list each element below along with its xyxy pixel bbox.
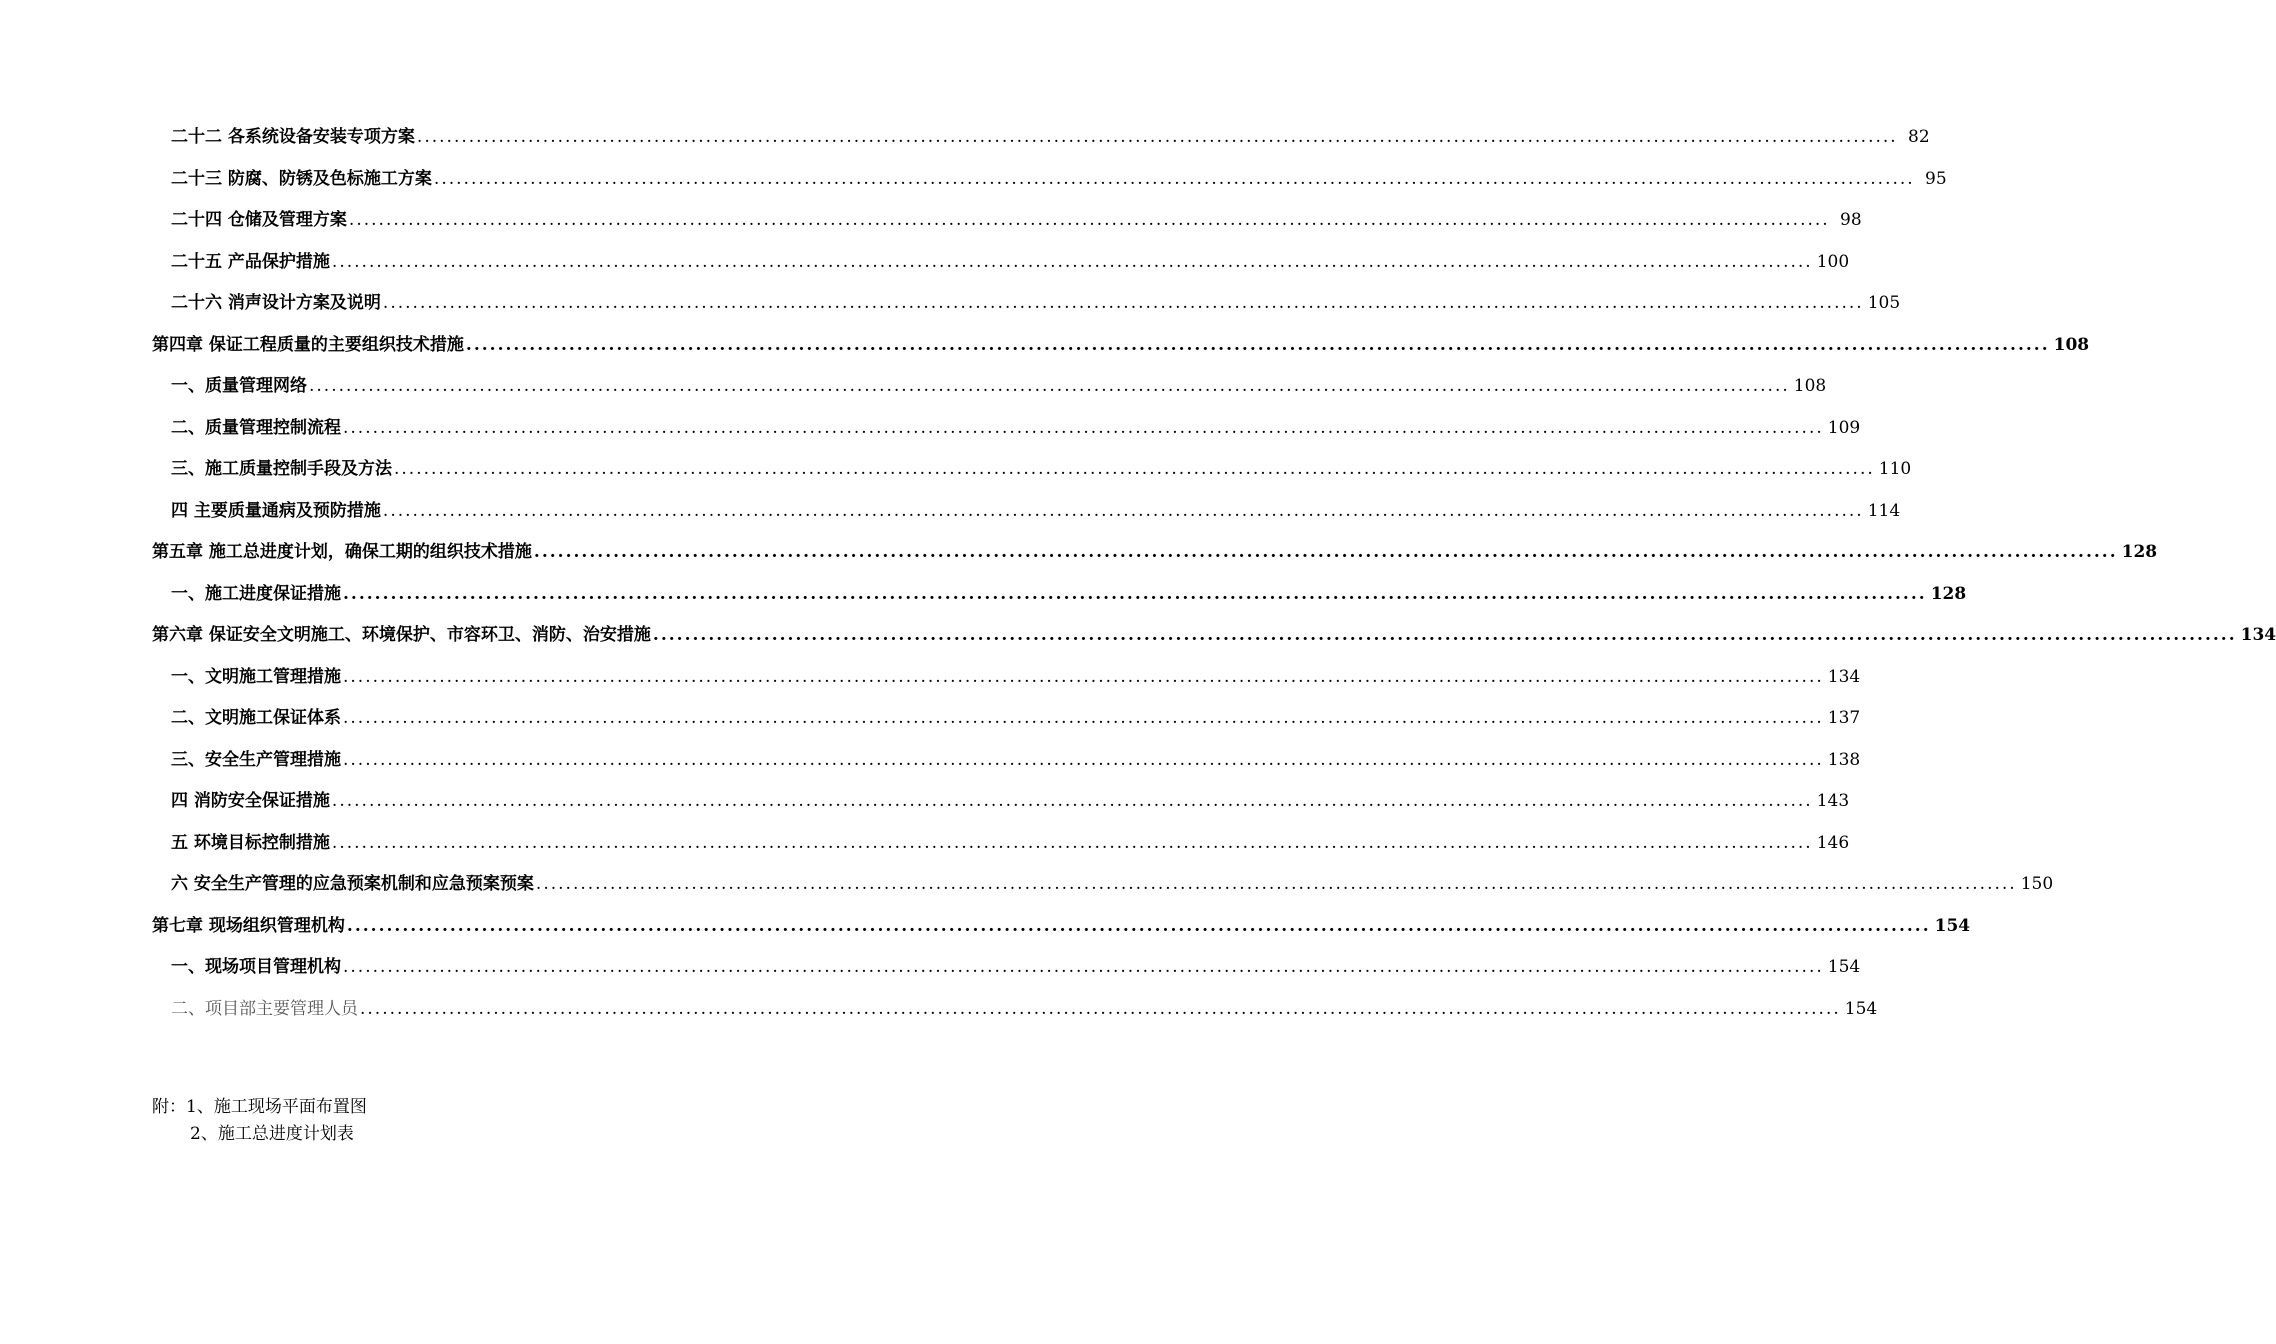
toc-entry-label: 第五章 施工总进度计划，确保工期的组织技术措施 — [152, 542, 532, 562]
toc-leader-dots: ........................................................................................................................................................................................................ — [343, 708, 1824, 728]
appendix — [152, 1094, 367, 1148]
toc-leader-dots: ........................................................................................................................................................................................................ — [309, 376, 1790, 396]
toc-leader-dots: ........................................................................................................................................................................................................ — [331, 791, 1813, 811]
toc-entry-page-number: 114 — [1867, 500, 1901, 521]
toc-entry-page-number: 110 — [1878, 459, 1912, 479]
toc-entry[interactable] — [152, 117, 1930, 159]
toc-entry-page-number: 137 — [1827, 708, 1861, 728]
toc-entry-page-number: 82 — [1908, 127, 1930, 147]
toc-entry[interactable] — [152, 615, 2276, 657]
toc-entry[interactable] — [152, 781, 1850, 823]
toc-leader-dots: ........................................................................................................................................................................................................ — [382, 500, 1864, 521]
toc-entry-page-number: 108 — [1793, 376, 1827, 396]
toc-entry-page-number: 134 — [1827, 666, 1861, 687]
toc-leader-dots: ........................................................................................................................................................................................................ — [433, 168, 1915, 189]
toc-leader-dots: ........................................................................................................................................................................................................ — [465, 334, 2050, 355]
toc-leader-dots: ........................................................................................................................................................................................................ — [382, 293, 1864, 313]
toc-leader-dots: ........................................................................................................................................................................................................ — [331, 251, 1813, 272]
toc-entry-page-number: 105 — [1867, 293, 1901, 313]
toc-entry-label: 第四章 保证工程质量的主要组织技术措施 — [152, 334, 464, 355]
toc-entry[interactable] — [152, 408, 1861, 450]
toc-entry-label: 第六章 保证安全文明施工、环境保护、市容环卫、消防、治安措施 — [152, 625, 651, 645]
toc-entry-label: 一、施工进度保证措施 — [171, 583, 341, 604]
appendix-line-2: 2、施工总进度计划表 — [190, 1124, 354, 1144]
toc-entry-page-number: 146 — [1816, 832, 1850, 853]
toc-leader-dots: ........................................................................................................................................................................................................ — [348, 210, 1830, 230]
toc-entry[interactable] — [152, 740, 1861, 782]
toc-entry-page-number: 95 — [1925, 168, 1947, 189]
toc-entry-page-number: 109 — [1827, 417, 1861, 438]
toc-entry[interactable] — [152, 864, 2054, 906]
toc-entry-page-number: 100 — [1816, 251, 1850, 272]
toc-entry[interactable] — [152, 906, 1971, 948]
toc-leader-dots: ........................................................................................................................................................................................................ — [331, 832, 1813, 853]
toc-leader-dots: ........................................................................................................................................................................................................ — [343, 417, 1824, 438]
toc-entry[interactable] — [152, 698, 1861, 740]
toc-entry-label: 四 主要质量通病及预防措施 — [171, 500, 381, 521]
toc-entry-label: 一、文明施工管理措施 — [171, 666, 341, 687]
toc-leader-dots: ........................................................................................................................................................................................................ — [343, 666, 1824, 687]
toc-leader-dots: ........................................................................................................................................................................................................ — [360, 998, 1841, 1019]
toc-entry-page-number: 154 — [1844, 998, 1878, 1019]
table-of-contents — [152, 117, 2276, 1030]
toc-entry-label: 一、质量管理网络 — [171, 376, 307, 396]
toc-leader-dots: ........................................................................................................................................................................................................ — [394, 459, 1875, 479]
toc-leader-dots: ........................................................................................................................................................................................................ — [652, 625, 2237, 645]
toc-entry[interactable] — [152, 657, 1861, 699]
toc-entry-label: 二、文明施工保证体系 — [171, 708, 341, 728]
toc-entry-page-number: 138 — [1827, 749, 1861, 770]
toc-entry[interactable] — [152, 574, 1967, 616]
toc-entry-label: 五 环境目标控制措施 — [171, 832, 330, 853]
toc-entry[interactable] — [152, 159, 1947, 201]
toc-entry[interactable] — [152, 823, 1850, 865]
toc-entry-page-number: 98 — [1840, 210, 1862, 230]
toc-leader-dots: ........................................................................................................................................................................................................ — [416, 127, 1898, 147]
toc-entry-label: 二十四 仓储及管理方案 — [171, 210, 347, 230]
toc-entry-label: 第七章 现场组织管理机构 — [152, 915, 345, 936]
toc-entry-label: 二十三 防腐、防锈及色标施工方案 — [171, 168, 432, 189]
toc-entry[interactable] — [152, 283, 1901, 325]
toc-entry[interactable] — [152, 989, 1878, 1031]
toc-entry-label: 二十二 各系统设备安装专项方案 — [171, 127, 415, 147]
toc-entry-page-number: 154 — [1934, 915, 1971, 936]
toc-entry[interactable] — [152, 325, 2090, 367]
toc-leader-dots: ........................................................................................................................................................................................................ — [533, 542, 2118, 562]
toc-entry[interactable] — [152, 532, 2158, 574]
appendix-line-1: 附：1、施工现场平面布置图 — [152, 1097, 367, 1117]
toc-entry-page-number: 143 — [1816, 791, 1850, 811]
toc-entry-label: 三、施工质量控制手段及方法 — [171, 459, 392, 479]
toc-entry-label: 二十六 消声设计方案及说明 — [171, 293, 381, 313]
toc-entry-page-number: 154 — [1827, 957, 1861, 977]
toc-entry[interactable] — [152, 491, 1901, 533]
toc-entry[interactable] — [152, 449, 1912, 491]
toc-leader-dots: ........................................................................................................................................................................................................ — [346, 915, 1931, 936]
toc-leader-dots: ........................................................................................................................................................................................................ — [535, 874, 2017, 894]
toc-entry[interactable] — [152, 200, 1862, 242]
toc-entry-label: 六 安全生产管理的应急预案机制和应急预案预案 — [171, 874, 534, 894]
toc-entry[interactable] — [152, 947, 1861, 989]
toc-leader-dots: ........................................................................................................................................................................................................ — [343, 749, 1824, 770]
toc-entry-page-number: 108 — [2053, 334, 2090, 355]
toc-entry-page-number: 128 — [2121, 542, 2158, 562]
toc-entry[interactable] — [152, 366, 1827, 408]
toc-entry-label: 二、质量管理控制流程 — [171, 417, 341, 438]
toc-entry[interactable] — [152, 242, 1850, 284]
toc-leader-dots: ........................................................................................................................................................................................................ — [343, 583, 1927, 604]
toc-leader-dots: ........................................................................................................................................................................................................ — [343, 957, 1824, 977]
toc-entry-label: 二、项目部主要管理人员 — [171, 998, 358, 1019]
toc-entry-label: 二十五 产品保护措施 — [171, 251, 330, 272]
toc-entry-label: 四 消防安全保证措施 — [171, 791, 330, 811]
toc-entry-label: 一、现场项目管理机构 — [171, 957, 341, 977]
toc-entry-page-number: 128 — [1930, 583, 1967, 604]
toc-entry-page-number: 150 — [2020, 874, 2054, 894]
toc-entry-page-number: 134 — [2240, 625, 2276, 645]
toc-entry-label: 三、安全生产管理措施 — [171, 749, 341, 770]
